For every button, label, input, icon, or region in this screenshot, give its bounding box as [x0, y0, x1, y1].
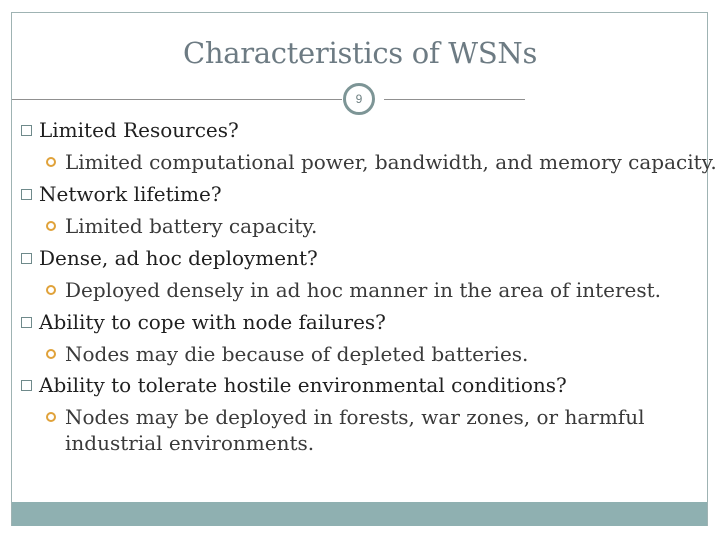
square-bullet-icon	[21, 189, 32, 200]
title-divider-left	[12, 99, 342, 100]
sub-bullet-item	[46, 342, 528, 366]
ring-bullet-icon	[46, 157, 56, 167]
sub-bullet-text: Nodes may be deployed in forests, war zones, or harmful	[65, 405, 645, 429]
bullet-text: Limited Resources?	[39, 118, 239, 142]
sub-bullet-text: Limited battery capacity.	[65, 214, 318, 238]
sub-bullet-item	[46, 214, 317, 238]
bullet-text: Ability to tolerate hostile environmental conditions?	[39, 373, 567, 397]
title-divider-right	[384, 99, 525, 100]
slide-title: Characteristics of WSNs	[182, 36, 538, 70]
ring-bullet-icon	[46, 349, 56, 359]
bullet-item	[21, 118, 239, 142]
bullet-item	[21, 310, 386, 334]
sub-bullet-text: Deployed densely in ad hoc manner in the area of interest.	[65, 278, 662, 302]
bullet-text: Ability to cope with node failures?	[39, 310, 386, 334]
sub-bullet-text: Limited computational power, bandwidth, and memory capacity.	[65, 150, 717, 174]
ring-bullet-icon	[46, 412, 56, 422]
sub-bullet-item	[46, 150, 717, 174]
square-bullet-icon	[21, 317, 32, 328]
page-number-badge: 9	[343, 83, 375, 115]
sub-bullet-item	[46, 278, 661, 302]
footer-band	[12, 502, 707, 526]
square-bullet-icon	[21, 253, 32, 264]
bullet-item	[21, 182, 222, 206]
sub-bullet-continuation: industrial environments.	[65, 431, 315, 455]
square-bullet-icon	[21, 380, 32, 391]
bullet-text: Network lifetime?	[39, 182, 222, 206]
sub-bullet-text: Nodes may die because of depleted batteries.	[65, 342, 529, 366]
bullet-item	[21, 246, 318, 270]
bullet-text: Dense, ad hoc deployment?	[39, 246, 318, 270]
sub-bullet-item	[46, 405, 644, 429]
ring-bullet-icon	[46, 221, 56, 231]
ring-bullet-icon	[46, 285, 56, 295]
bullet-item	[21, 373, 567, 397]
square-bullet-icon	[21, 125, 32, 136]
